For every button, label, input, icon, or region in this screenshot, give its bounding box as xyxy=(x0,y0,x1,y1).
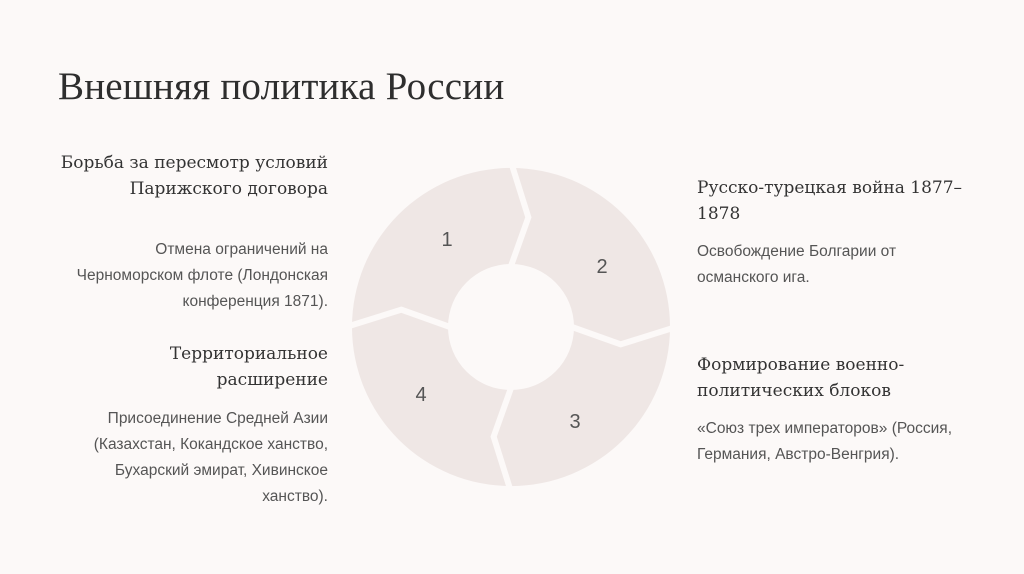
item-4-desc-line: (Казахстан, Кокандское ханство, xyxy=(93,436,328,453)
item-4-desc-line: ханство). xyxy=(262,488,328,505)
cycle-ring xyxy=(352,168,670,486)
item-3-heading-line: политических блоков xyxy=(697,381,891,401)
item-3-desc-line: Германия, Австро-Венгрия). xyxy=(697,446,900,463)
item-4-heading-line: расширение xyxy=(216,370,328,390)
item-1-desc-line: Отмена ограничений на xyxy=(155,241,328,258)
item-4-desc-line: Бухарский эмират, Хивинское xyxy=(114,462,328,479)
item-3-desc-line: «Союз трех императоров» (Россия, xyxy=(697,420,953,437)
segment-3-number: 3 xyxy=(569,411,581,433)
slide-title: Внешняя политика России xyxy=(58,65,505,108)
item-4-heading-line: Территориальное xyxy=(169,344,328,364)
item-3-heading-line: Формирование военно- xyxy=(697,355,905,375)
segment-4-number: 4 xyxy=(415,384,427,406)
item-4-desc-line: Присоединение Средней Азии xyxy=(107,410,328,427)
cycle-segments xyxy=(346,162,676,492)
item-2-desc-line: Освобождение Болгарии от xyxy=(697,243,897,260)
segment-2-number: 2 xyxy=(596,256,608,278)
item-2-desc-line: османского ига. xyxy=(697,269,810,286)
item-2-heading-line: Русско-турецкая война 1877– xyxy=(697,178,963,198)
item-1-desc-line: Черноморском флоте (Лондонская xyxy=(76,267,328,284)
item-2-heading-line: 1878 xyxy=(697,204,741,224)
item-1-heading-line: Парижского договора xyxy=(129,179,328,199)
segment-1-number: 1 xyxy=(441,229,453,251)
item-1-heading-line: Борьба за пересмотр условий xyxy=(60,153,328,173)
item-1-desc-line: конференция 1871). xyxy=(182,293,328,310)
